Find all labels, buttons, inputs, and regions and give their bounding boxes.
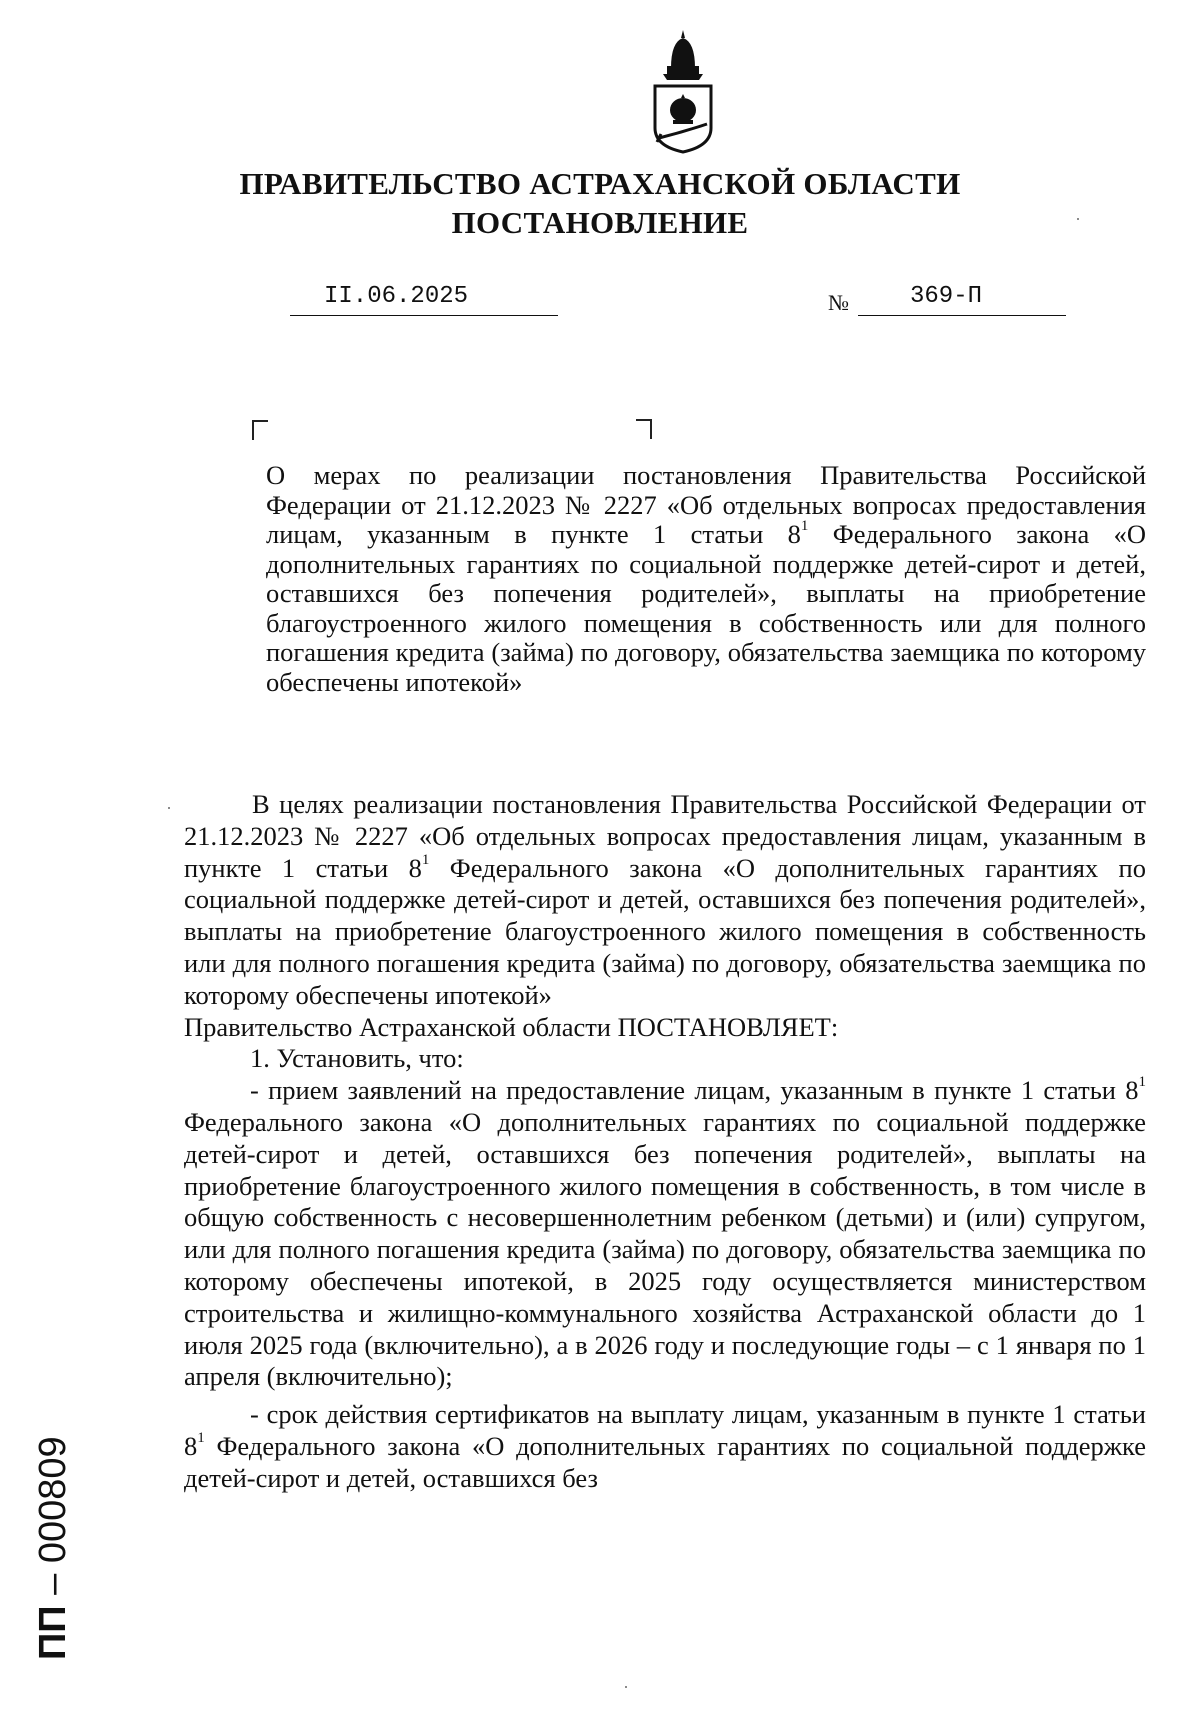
subject-text-2: Федерального закона «О дополнительных гарантиях по социальной поддержке детей-сирот и детей, оставшихся без попечения родителей», выплаты на приобретение благоустроенного жилого помещения в собственность или для полного погашения кредита (займа) по договору, обязательства заемщика по которому обеспечены ипотекой»: [266, 519, 1146, 697]
bullet-1-superscript: 1: [1138, 1074, 1146, 1091]
side-registration-code: [32, 1436, 75, 1660]
bullet-1: [184, 1075, 1146, 1393]
subject-superscript: 1: [800, 518, 809, 535]
document-subject: [266, 461, 1146, 697]
document-number: 369-П: [858, 283, 1066, 316]
subject-bracket-right: [636, 419, 652, 439]
bullet-2-text-2: Федерального закона «О дополнительных гарантиях по социальной поддержке детей-сирот и детей, оставшихся без: [184, 1430, 1146, 1493]
preamble-text-2: Федерального закона «О дополнительных гарантиях по социальной поддержке детей-сирот и детей, оставшихся без попечения родителей», выплаты на приобретение благоустроенного жилого помещения в собственность или для полного погашения кредита (займа) по договору, обязательства заемщика по которому обеспечены ипотекой»: [184, 852, 1146, 1010]
bullet-2: [184, 1399, 1146, 1494]
scan-speck: [168, 807, 170, 809]
side-code-number: 000809: [32, 1436, 74, 1564]
preamble-superscript: 1: [421, 851, 430, 868]
document-type: ПОСТАНОВЛЕНИЕ: [451, 205, 749, 240]
item-1: 1. Установить, что:: [250, 1043, 464, 1074]
bullet-1-text-1: - прием заявлений на предоставление лицам, указанным в пункте 1 статьи 8: [250, 1075, 1139, 1106]
resolves-line: Правительство Астраханской области ПОСТАНОВЛЯЕТ:: [184, 1011, 839, 1042]
side-code-separator: –: [32, 1563, 74, 1606]
scan-speck: [625, 1686, 627, 1688]
preamble: [184, 789, 1146, 1012]
number-sign: №: [828, 290, 849, 315]
subject-bracket-left: [252, 420, 268, 440]
document-date: II.06.2025: [290, 283, 558, 316]
coat-of-arms-icon: [643, 28, 723, 160]
scan-speck: [1077, 218, 1079, 220]
org-title: ПРАВИТЕЛЬСТВО АСТРАХАНСКОЙ ОБЛАСТИ: [239, 166, 961, 201]
bullet-1-text-2: Федерального закона «О дополнительных гарантиях по социальной поддержке детей-сирот и детей, оставшихся без попечения родителей», выплаты на приобретение благоустроенного жилого помещения в собственность, в том числе в общую собственность с несовершеннолетним ребенком (детьми) и (или) супругом, или для полного погашения кредита (займа) по договору, обязательства заемщика по которому обеспечены ипотекой, в 2025 году осуществляется министерством строительства и жилищно-коммунального хозяйства Астраханской области до 1 июля 2025 года (включительно), а в 2026 году и последующие годы – с 1 января по 1 апреля (включительно);: [184, 1106, 1146, 1392]
bullet-2-superscript: 1: [197, 1430, 205, 1447]
subject-text-1: О мерах по реализации постановления Правительства Российской Федерации от 21.12.2023 № 2227 «Об отдельных вопросах предоставления лицам, указанным в пункте 1 статьи 8: [266, 460, 1146, 549]
preamble-text-1: В целях реализации постановления Правительства Российской Федерации от 21.12.2023 № 2227 «Об отдельных вопросах предоставления лицам, указанным в пункте 1 статьи 8: [184, 789, 1146, 883]
bullet-2-text-1: - срок действия сертификатов на выплату лицам, указанным в пункте 1 статьи 8: [184, 1399, 1146, 1461]
side-code-prefix: ПП: [32, 1605, 74, 1660]
document-body: [184, 789, 1146, 1495]
